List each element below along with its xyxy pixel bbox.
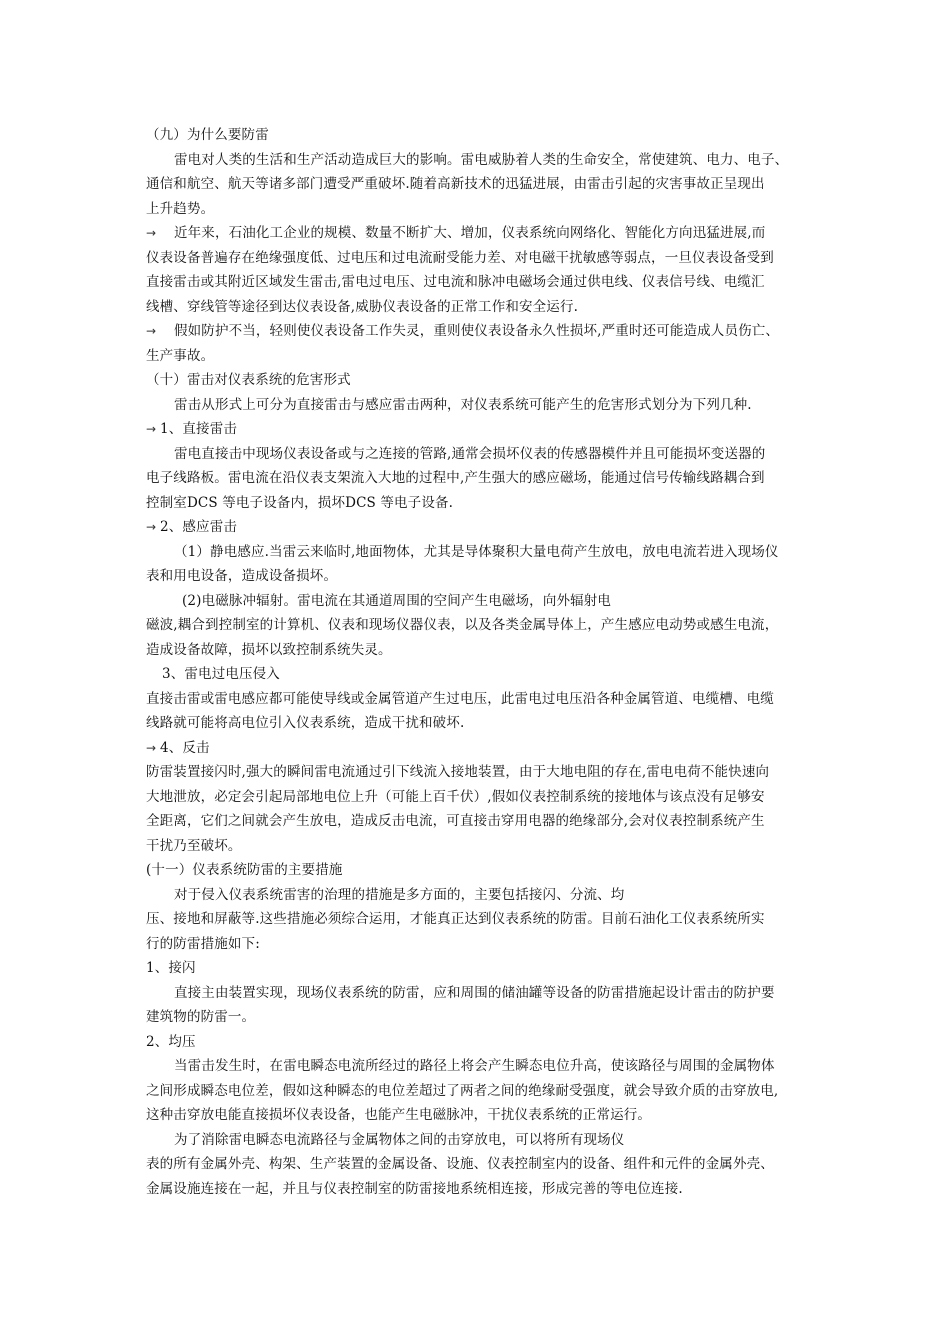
paragraph-line: 直接击雷或雷电感应都可能使导线或金属管道产生过电压，此雷电过电压沿各种金属管道、电缆槽、电缆 <box>146 690 774 707</box>
paragraph-line: 雷击从形式上可分为直接雷击与感应雷击两种，对仪表系统可能产生的危害形式划分为下列几种. <box>174 396 752 413</box>
subheading-counterstrike: 4、反击 <box>160 739 210 756</box>
paragraph-line: 上升趋势。 <box>146 200 215 217</box>
paragraph-line: 仪表设备普遍存在绝缘强度低、过电压和过电流耐受能力差、对电磁干扰敏感等弱点，一旦仪表设备受到 <box>146 249 774 266</box>
section-heading-11: (十一）仪表系统防雷的主要措施 <box>146 862 343 878</box>
section-heading-10: （十）雷击对仪表系统的危害形式 <box>146 372 351 388</box>
subheading-overvoltage: 3、雷电过电压侵入 <box>162 666 280 682</box>
paragraph-line: 表的所有金属外壳、构架、生产装置的金属设备、设施、仪表控制室内的设备、组件和元件的金属外壳、 <box>146 1156 774 1172</box>
paragraph-line: 当雷击发生时，在雷电瞬态电流所经过的路径上将会产生瞬态电位升高，使该路径与周围的金属物体 <box>174 1058 775 1074</box>
arrow-icon: → <box>146 226 157 240</box>
subheading-line <box>146 736 818 761</box>
paragraph-line: 通信和航空、航天等诸多部门遭受严重破坏.随着高新技术的迅猛进展，由雷击引起的灾害事故正呈现出 <box>146 176 765 192</box>
paragraph-line: 表和用电设备，造成设备损坏。 <box>146 568 338 584</box>
paragraph-line: 大地泄放，必定会引起局部地电位上升（可能上百千伏）,假如仪表控制系统的接地体与该点没有足够安 <box>146 788 765 805</box>
section-heading-9: （九）为什么要防雷 <box>146 127 269 143</box>
paragraph-line: 压、接地和屏蔽等.这些措施必须综合运用，才能真正达到仪表系统的防雷。目前石油化工仪表系统所实 <box>146 911 765 927</box>
paragraph-line: 全距离，它们之间就会产生放电，造成反击电流，可直接击穿用电器的绝缘部分,会对仪表控制系统产生 <box>146 813 765 829</box>
paragraph-line: 金属设施连接在一起，并且与仪表控制室的防雷接地系统相连接，形成完善的等电位连接. <box>146 1180 683 1197</box>
paragraph-text: 假如防护不当，轻则使仪表设备工作失灵，重则使仪表设备永久性损坏,严重时还可能造成人员伤亡、 <box>174 323 780 339</box>
subheading-direct-strike: 1、直接雷击 <box>160 421 237 437</box>
arrow-icon: → <box>146 740 157 755</box>
paragraph-line: 雷电直接击中现场仪表设备或与之连接的管路,通常会损坏仪表的传感器模件并且可能损坏变送器的 <box>174 445 766 462</box>
arrow-icon: → <box>146 324 157 338</box>
paragraph-line: 线槽、穿线管等途径到达仪表设备,威胁仪表设备的正常工作和安全运行. <box>146 298 579 315</box>
subheading-induced-strike: 2、感应雷击 <box>160 519 237 535</box>
paragraph-line: 之间形成瞬态电位差，假如这种瞬态的电位差超过了两者之间的绝缘耐受强度，就会导致介质的击穿放电, <box>146 1082 779 1099</box>
paragraph-line: 建筑物的防雷一。 <box>146 1009 256 1025</box>
subheading-air-termination: 1、接闪 <box>146 960 196 976</box>
paragraph-line: 磁波,耦合到控制室的计算机、仪表和现场仪器仪表，以及各类金属导体上，产生感应电动势或感生电流， <box>146 617 779 633</box>
paragraph-line: 电子线路板。雷电流在沿仪表支架流入大地的过程中,产生强大的感应磁场，能通过信号传输线路耦合到 <box>146 470 765 486</box>
subheading-line <box>146 417 818 442</box>
arrow-icon: → <box>146 520 157 534</box>
paragraph-line: 行的防雷措施如下: <box>146 935 260 952</box>
paragraph-line: 对于侵入仪表系统雷害的治理的措施是多方面的，主要包括接闪、分流、均 <box>174 886 625 903</box>
arrow-icon: → <box>146 422 157 436</box>
paragraph-line: 雷电对人类的生活和生产活动造成巨大的影响。雷电威胁着人类的生命安全，常使建筑、电力、电子、 <box>174 151 789 168</box>
paragraph-line: 造成设备故障，损坏以致控制系统失灵。 <box>146 641 392 658</box>
paragraph-line: 控制室DCS 等电子设备内，损坏DCS 等电子设备. <box>146 494 454 511</box>
paragraph-line: 干扰乃至破坏。 <box>146 837 242 854</box>
paragraph-line: 直接雷击或其附近区域发生雷击,雷电过电压、过电流和脉冲电磁场会通过供电线、仪表信号线、电缆汇 <box>146 274 765 290</box>
paragraph-line: （1）静电感应.当雷云来临时,地面物体，尤其是导体聚积大量电荷产生放电，放电电流若进入现场仪 <box>174 543 779 560</box>
paragraph-line: 直接主由装置实现，现场仪表系统的防雷，应和周围的储油罐等设备的防雷措施起设计雷击的防护要 <box>174 984 775 1001</box>
paragraph-line <box>146 319 818 344</box>
paragraph-line: 为了消除雷电瞬态电流路径与金属物体之间的击穿放电，可以将所有现场仪 <box>174 1131 625 1148</box>
subheading-equipotential: 2、均压 <box>146 1033 196 1050</box>
paragraph-line: 线路就可能将高电位引入仪表系统，造成干扰和破坏. <box>146 715 465 731</box>
paragraph-text: 近年来，石油化工企业的规模、数量不断扩大、增加，仪表系统向网络化、智能化方向迅猛进展,而 <box>174 225 766 241</box>
paragraph-line <box>146 221 818 246</box>
paragraph-line: 生产事故。 <box>146 347 215 364</box>
paragraph-line: 这种击穿放电能直接损坏仪表设备，也能产生电磁脉冲，干扰仪表系统的正常运行。 <box>146 1107 652 1123</box>
subheading-line <box>146 515 818 540</box>
paragraph-line: (2)电磁脉冲辐射。雷电流在其通道周围的空间产生电磁场，向外辐射电 <box>182 592 612 609</box>
document-body <box>146 123 818 1201</box>
paragraph-line: 防雷装置接闪时,强大的瞬间雷电流通过引下线流入接地装置，由于大地电阻的存在,雷电电荷不能快速向 <box>146 764 770 780</box>
